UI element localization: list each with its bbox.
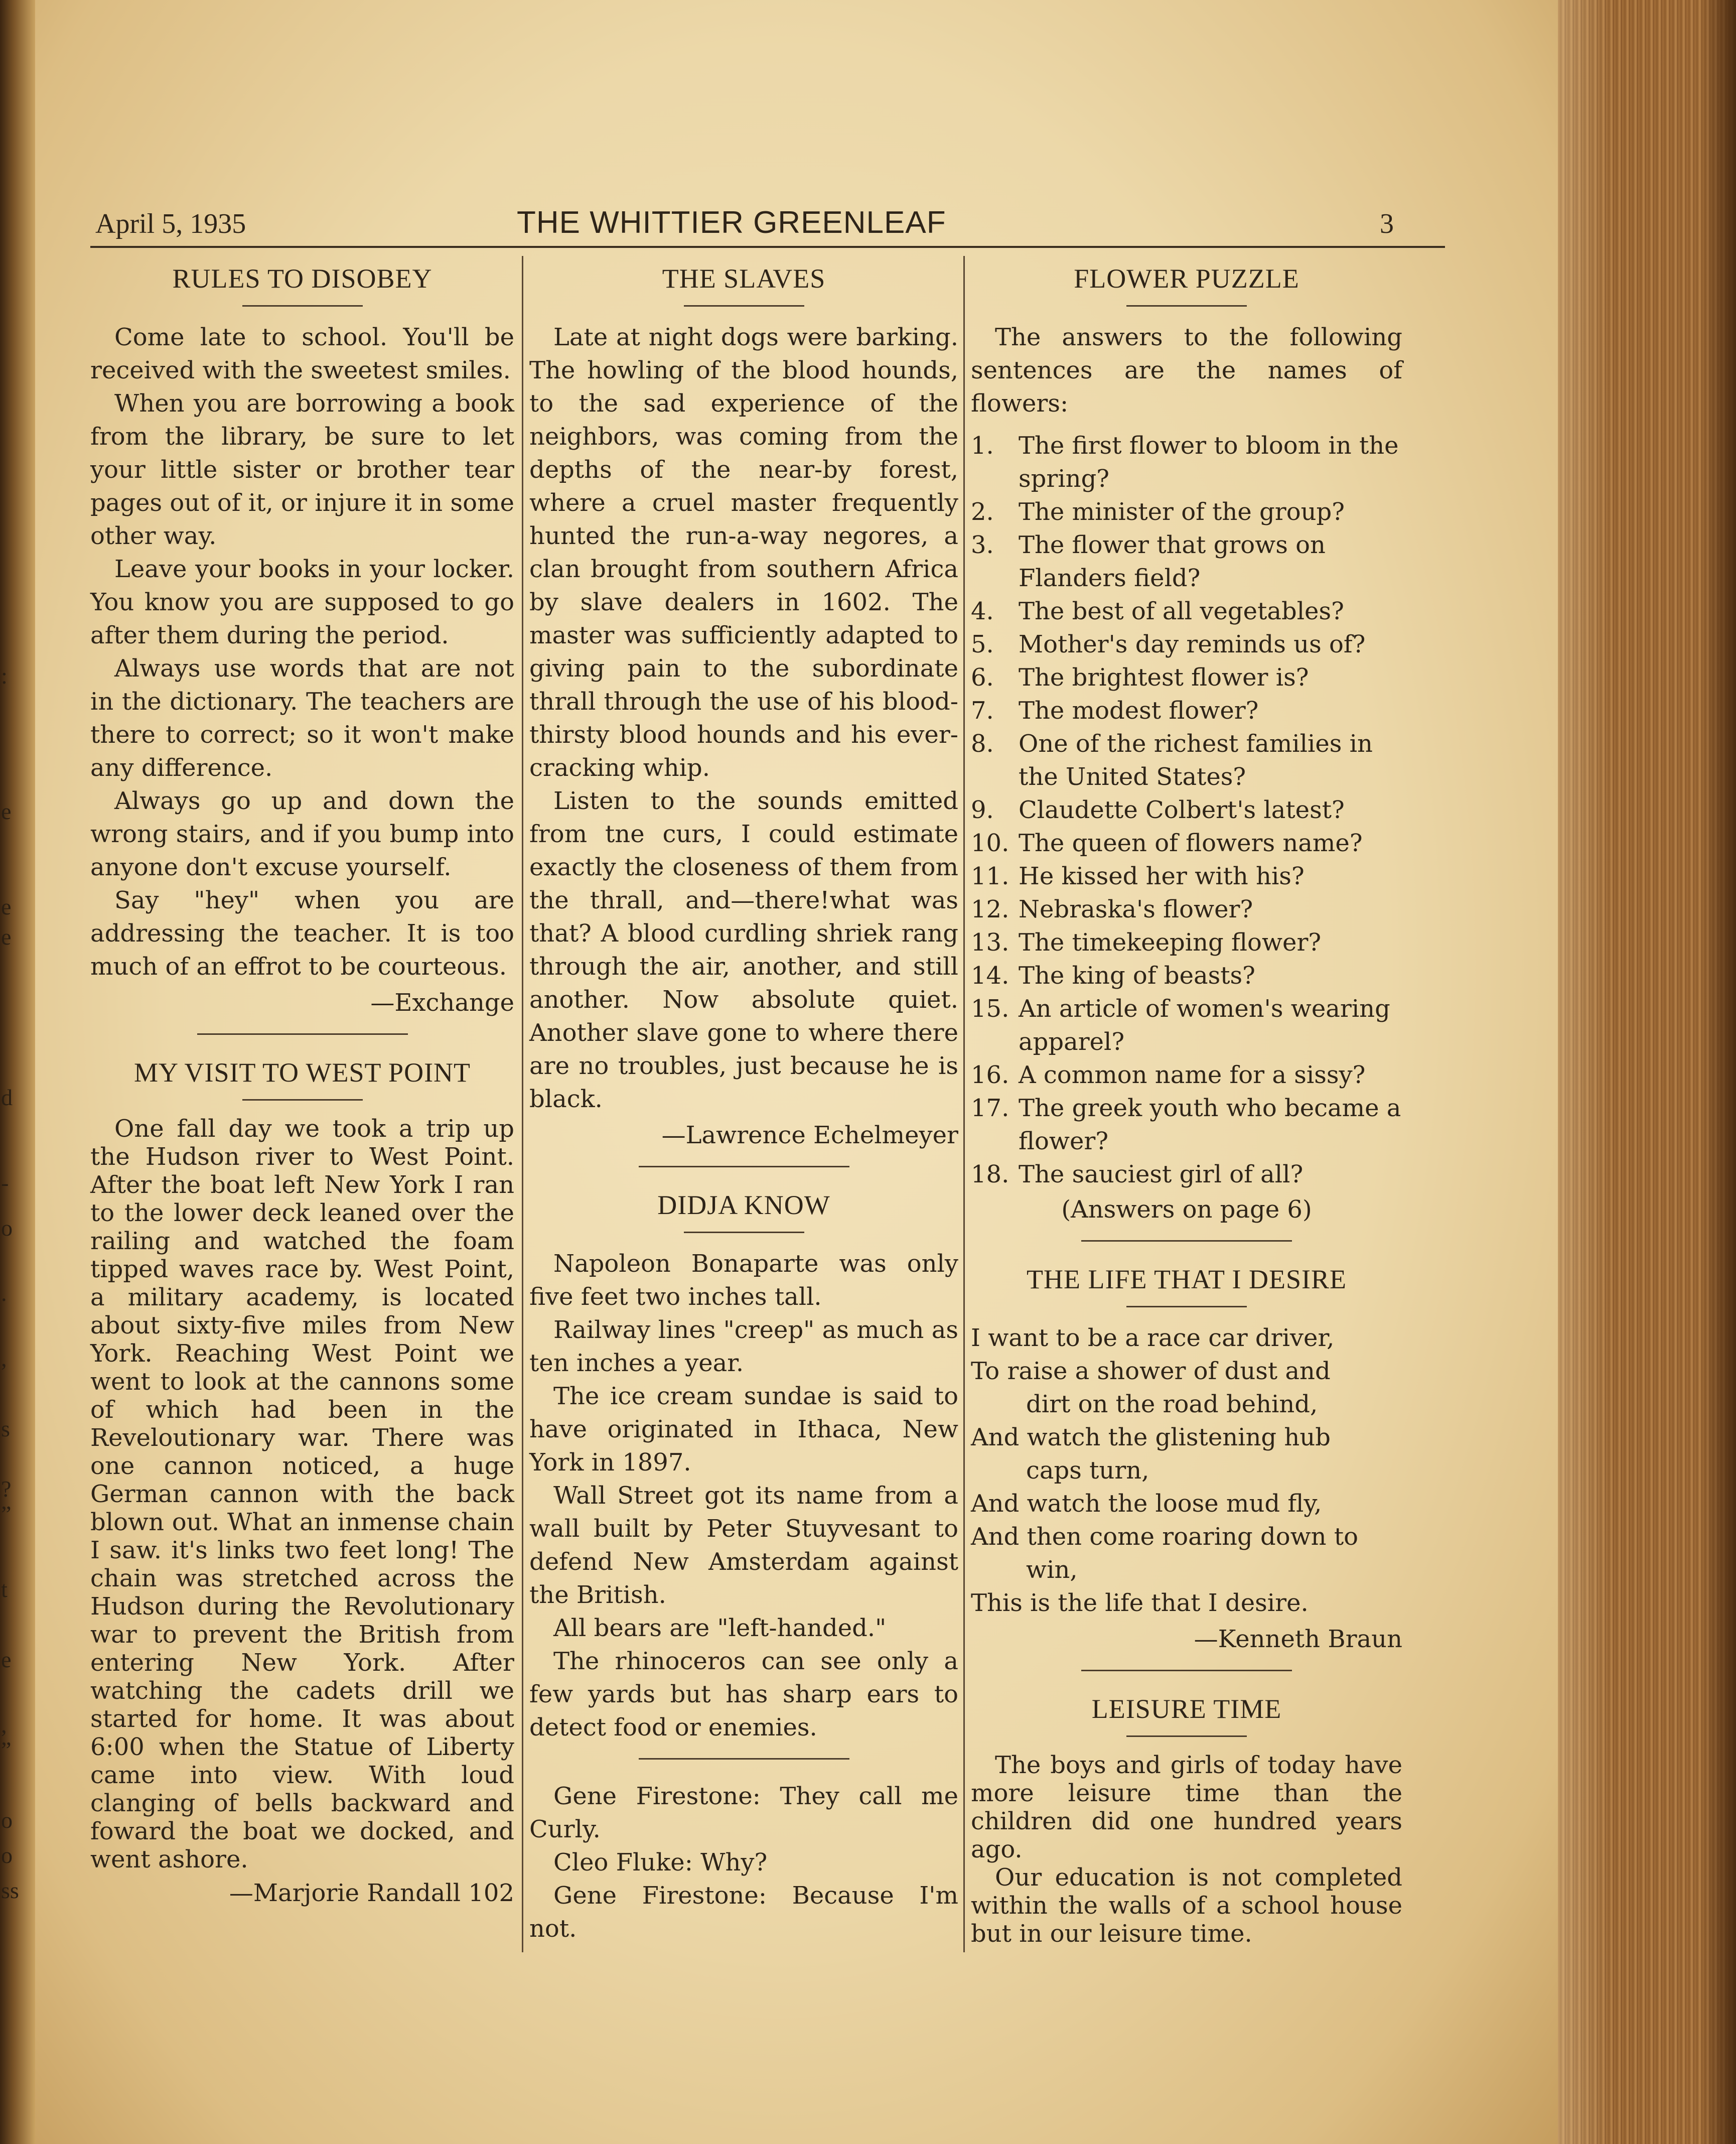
poem-line: dirt on the road behind, <box>1026 1390 1318 1418</box>
paragraph: Always go up and down the wrong stairs, and if you bump into anyone don't excuse yourself. <box>90 787 514 881</box>
question-text: A common name for a sissy? <box>1019 1061 1366 1089</box>
puzzle-question <box>971 793 1402 827</box>
puzzle-question <box>971 495 1402 528</box>
poem-line: And watch the glistening hub <box>971 1423 1331 1451</box>
paragraph: Leave your books in your locker. You know you are supposed to go after them during the period. <box>90 555 514 649</box>
article-flower-puzzle <box>971 261 1402 1226</box>
joke-line: Cleo Fluke: Why? <box>553 1848 768 1877</box>
issue-date: April 5, 1935 <box>95 208 246 239</box>
puzzle-intro: The answers to the following sentences are the names of flowers: <box>971 323 1402 418</box>
section-separator <box>197 1033 408 1035</box>
article-title: MY VISIT TO WEST POINT <box>133 1057 471 1088</box>
page-edges <box>1558 0 1736 2144</box>
puzzle-question <box>971 528 1402 595</box>
question-number: 14. <box>971 962 1009 990</box>
paragraph: One fall day we took a trip up the Hudson river to West Point. After the boat left New York I ran to the lower deck leaned over the railing and watched the foam tipped waves race by. West Point, a military academy, is located about sixty-five miles from New York. Reaching West Point we went to look at the cannons some of which had been in the Reveloutionary war. There was one cannon noticed, a huge German cannon with the back blown out. What an inmense chain I saw. it's links two feet long! The chain was stretched across the Hudson during the Revolutionary war to prevent the British from entering New York. After watching the cadets drill we started for home. It was about 6:00 when the Statue of Liberty came into view. With loud clanging of bells backward and foward the boat we docked, and went ashore. <box>90 1115 514 1873</box>
question-text: One of the richest families in the United States? <box>1019 730 1373 791</box>
margin-fragment: e <box>1 798 12 824</box>
section-separator <box>639 1758 849 1760</box>
question-text: The king of beasts? <box>1019 962 1255 990</box>
margin-fragment: t <box>1 1576 8 1602</box>
question-number: 2. <box>971 498 994 526</box>
puzzle-questions <box>971 429 1402 1191</box>
question-number: 4. <box>971 597 994 625</box>
article-rules-to-disobey <box>90 261 514 1019</box>
title-rule <box>242 1099 363 1101</box>
question-text: Claudette Colbert's latest? <box>1019 796 1345 824</box>
puzzle-question <box>971 595 1402 628</box>
title-rule <box>1126 1735 1247 1737</box>
puzzle-question <box>971 959 1402 992</box>
article-title: FLOWER PUZZLE <box>1074 263 1299 294</box>
column-right <box>971 256 1402 1948</box>
question-text: The modest flower? <box>1019 697 1259 725</box>
margin-fragment: ” <box>1 1737 12 1763</box>
joke-line: Gene Firestone: They call me Curly. <box>529 1782 958 1843</box>
article-title: DIDJA KNOW <box>657 1190 830 1220</box>
question-text: The timekeeping flower? <box>1019 928 1322 957</box>
page-header <box>90 202 1445 252</box>
puzzle-question <box>971 893 1402 926</box>
margin-fragment: o <box>1 1215 13 1241</box>
question-text: The first flower to bloom in the spring? <box>1019 432 1399 493</box>
question-number: 6. <box>971 663 994 692</box>
puzzle-question <box>971 1058 1402 1092</box>
paragraph: Wall Street got its name from a wall built by Peter Stuyvesant to defend New Amsterdam against the British. <box>529 1482 958 1609</box>
paragraph: The rhinoceros can see only a few yards but has sharp ears to detect food or enemies. <box>529 1647 958 1741</box>
puzzle-question <box>971 694 1402 727</box>
question-text: The minister of the group? <box>1019 498 1345 526</box>
puzzle-question <box>971 1092 1402 1158</box>
margin-fragment: : <box>1 663 8 689</box>
question-text: Nebraska's flower? <box>1019 895 1253 923</box>
title-rule <box>242 305 363 307</box>
poem-line: This is the life that I desire. <box>971 1589 1309 1617</box>
puzzle-question <box>971 992 1402 1058</box>
puzzle-question <box>971 926 1402 959</box>
question-number: 3. <box>971 531 994 559</box>
puzzle-question <box>971 860 1402 893</box>
margin-fragment: s <box>1 1416 10 1441</box>
margin-fragment: . <box>1 1280 7 1306</box>
byline: —Exchange <box>370 989 514 1017</box>
paragraph: Always use words that are not in the dictionary. The teachers are there to correct; so it won't make any difference. <box>90 654 514 782</box>
question-number: 13. <box>971 928 1009 957</box>
question-number: 12. <box>971 895 1009 923</box>
header-rule <box>90 246 1445 248</box>
question-number: 18. <box>971 1160 1009 1188</box>
margin-fragment: , <box>1 1712 7 1737</box>
question-number: 11. <box>971 862 1009 890</box>
question-number: 7. <box>971 697 994 725</box>
puzzle-question <box>971 429 1402 495</box>
paragraph: All bears are "left-handed." <box>553 1614 887 1642</box>
question-number: 8. <box>971 730 994 758</box>
margin-fragment: e <box>1 924 12 950</box>
article-the-slaves <box>529 261 958 1152</box>
puzzle-question <box>971 628 1402 661</box>
margin-fragment: d <box>1 1085 13 1110</box>
paragraph: Listen to the sounds emitted from tne curs, I could estimate exactly the closeness of them from the thrall, and—there!what was that? A blood curdling shriek rang through the air, another, and still another. Now absolute quiet. Another slave gone to where there are no troubles, just because he is black. <box>529 787 958 1113</box>
margin-fragment: - <box>1 1170 9 1195</box>
title-rule <box>1126 1306 1247 1307</box>
question-text: The queen of flowers name? <box>1019 829 1363 857</box>
question-number: 17. <box>971 1094 1009 1122</box>
answers-note: (Answers on page 6) <box>1061 1195 1312 1224</box>
margin-fragment: ? <box>1 1476 12 1502</box>
poem-line: And then come roaring down to <box>971 1523 1359 1551</box>
poem-line: And watch the loose mud fly, <box>971 1490 1322 1518</box>
question-text: The brightest flower is? <box>1019 663 1309 692</box>
paragraph: Say "hey" when you are addressing the teacher. It is too much of an effrot to be courteous. <box>90 886 514 981</box>
title-rule <box>684 305 804 307</box>
paragraph: The ice cream sundae is said to have originated in Ithaca, New York in 1897. <box>529 1382 958 1477</box>
paragraph: Napoleon Bonaparte was only five feet two inches tall. <box>529 1250 958 1311</box>
puzzle-question <box>971 727 1402 793</box>
puzzle-question <box>971 1158 1402 1191</box>
section-separator <box>639 1166 849 1167</box>
margin-fragment: e <box>1 894 12 919</box>
paragraph: Late at night dogs were barking. The howling of the blood hounds, to the sad experience of the neighbors, was coming from the depths of the near-by forest, where a cruel master frequently hunted the run-a-way negores, a clan brought from southern Africa by slave dealers in 1602. The master was sufficiently adapted to giving pain to the subordinate thrall through the use of his blood-thirsty blood hounds and his ever-cracking whip. <box>529 323 958 782</box>
article-title: RULES TO DISOBEY <box>172 263 432 294</box>
paragraph: Railway lines "creep" as much as ten inches a year. <box>529 1316 958 1377</box>
paragraph: The boys and girls of today have more leisure time than the children did one hundred years ago. <box>971 1751 1402 1863</box>
question-number: 1. <box>971 432 994 460</box>
section-separator <box>1081 1670 1292 1671</box>
question-text: The greek youth who became a flower? <box>1019 1094 1401 1155</box>
poem-line: win, <box>1026 1556 1078 1584</box>
title-rule <box>684 1232 804 1233</box>
byline: —Kenneth Braun <box>1194 1625 1402 1653</box>
article-leisure-time <box>971 1691 1402 1948</box>
byline: —Marjorie Randall 102 <box>229 1879 514 1907</box>
article-title: THE SLAVES <box>662 263 826 294</box>
margin-fragment: ” <box>1 1501 12 1527</box>
byline: —Lawrence Echelmeyer <box>661 1121 958 1149</box>
poem-line: caps turn, <box>1026 1456 1149 1485</box>
paragraph: Come late to school. You'll be received with the sweetest smiles. <box>90 323 514 384</box>
article-title: LEISURE TIME <box>1091 1694 1282 1724</box>
article-didja-know <box>529 1187 958 1744</box>
margin-fragment: ss <box>1 1878 19 1903</box>
question-text: The best of all vegetables? <box>1019 597 1344 625</box>
title-rule <box>1126 305 1247 307</box>
paragraph: Our education is not completed within the walls of a school house but in our leisure time. <box>971 1863 1402 1948</box>
question-text: The sauciest girl of all? <box>1019 1160 1304 1188</box>
column-left <box>90 256 514 1910</box>
poem-line: I want to be a race car driver, <box>971 1324 1335 1352</box>
article-title: THE LIFE THAT I DESIRE <box>1027 1264 1347 1294</box>
question-number: 5. <box>971 630 994 658</box>
question-text: An article of women's wearing apparel? <box>1019 995 1390 1056</box>
question-text: He kissed her with his? <box>1019 862 1305 890</box>
article-west-point <box>90 1055 514 1910</box>
column-middle <box>529 256 958 1945</box>
margin-fragment: o <box>1 1807 13 1833</box>
question-number: 15. <box>971 995 1009 1023</box>
margin-fragment: o <box>1 1842 13 1868</box>
poem-line: To raise a shower of dust and <box>971 1357 1331 1385</box>
paragraph: When you are borrowing a book from the library, be sure to let your little sister or brother tear pages out of it, or injure it in some other way. <box>90 389 514 550</box>
puzzle-question <box>971 827 1402 860</box>
joke <box>529 1780 958 1945</box>
section-separator <box>1081 1240 1292 1242</box>
question-text: Mother's day reminds us of? <box>1019 630 1366 658</box>
question-number: 9. <box>971 796 994 824</box>
page-number: 3 <box>1380 208 1394 239</box>
column-divider <box>963 256 965 1952</box>
question-number: 16. <box>971 1061 1009 1089</box>
puzzle-question <box>971 661 1402 694</box>
margin-fragment: e <box>1 1647 12 1672</box>
newspaper-title: THE WHITTIER GREENLEAF <box>517 205 946 240</box>
question-number: 10. <box>971 829 1009 857</box>
joke-line: Gene Firestone: Because I'm not. <box>529 1882 958 1943</box>
poem-life-i-desire <box>971 1262 1402 1656</box>
question-text: The flower that grows on Flanders field? <box>1019 531 1326 592</box>
column-divider <box>522 256 523 1952</box>
margin-fragment: , <box>1 1346 7 1371</box>
